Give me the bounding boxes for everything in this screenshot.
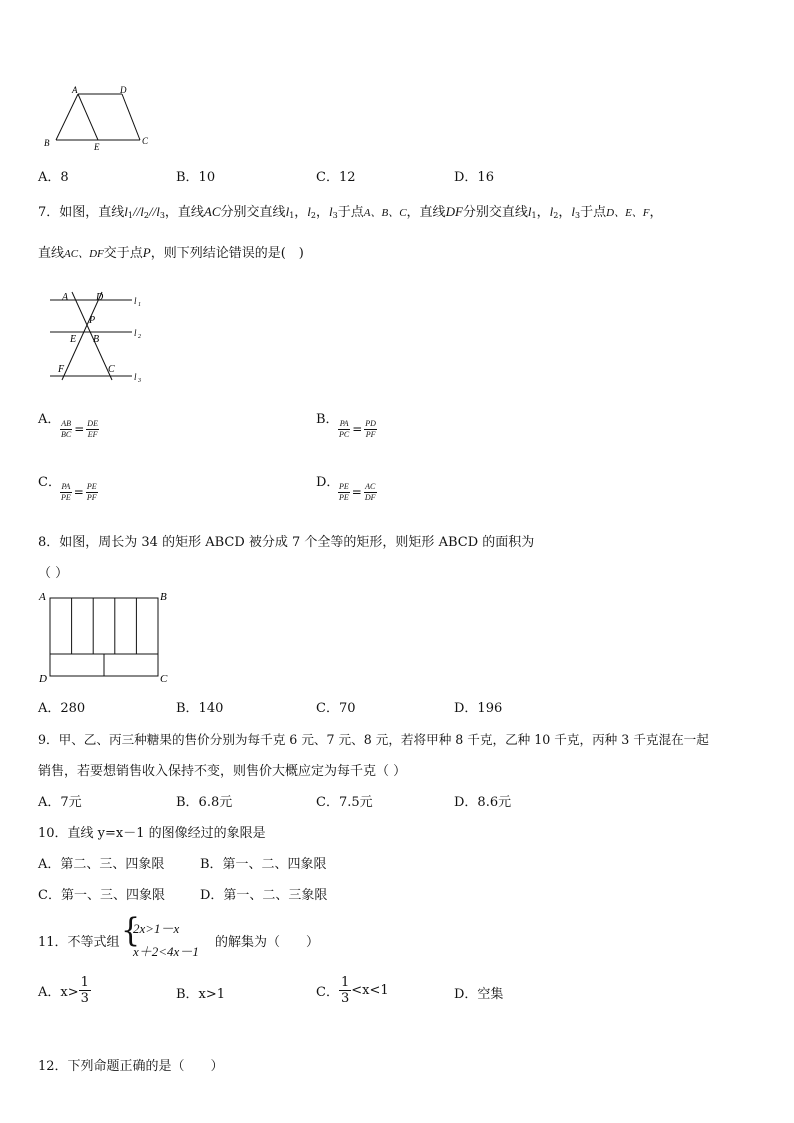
q8-option-c: C．70 [316,701,356,716]
q9-stem-line1: 9．甲、乙、丙三种糖果的售价分别为每千克 6 元、7 元、8 元，若将甲种 8 千克，乙种 10 千克，丙种 3 千克混在一起 [38,732,709,747]
label-l3: l [134,372,137,382]
label-C: C [160,673,168,685]
label-B: B [160,591,167,603]
figure-q8-rectangle [36,588,176,688]
label-l1: l [134,296,137,306]
label-C: C [142,136,149,146]
label-D: D [96,292,104,303]
label-B: B [93,334,100,345]
q9-option-c: C．7.5元 [316,795,373,810]
figure-q7-parallel-lines [40,288,150,388]
label-A: A [62,292,69,303]
q11-option-b: B．x>1 [176,987,226,1002]
q11-option-d: D．空集 [454,987,504,1002]
q11-option-c: C． $\frac{1}{3}$ <x<1 [316,975,389,1006]
q6-option-c: C．12 [316,170,356,185]
q8-stem-line2: （ ） [38,566,69,581]
q11-stem-prefix: 11．不等式组 [38,935,120,950]
q8-stem-line1: 8．如图，周长为 34 的矩形 ABCD 被分成 7 个全等的矩形，则矩形 ABCD 的面积为 [38,535,535,550]
label-D: D [120,85,127,95]
q10-option-a: A．第二、三、四象限 [38,857,165,872]
q6-option-b: B．10 [176,170,216,185]
q11-stem-suffix: 的解集为（ ） [215,935,320,950]
q10-option-c: C．第一、三、四象限 [38,888,165,903]
label-P: P [89,315,96,326]
q9-option-b: B．6.8元 [176,795,233,810]
q8-option-b: B．140 [176,701,224,716]
label-E: E [94,142,100,152]
label-D: D [39,673,47,685]
q12-stem: 12．下列命题正确的是（ ） [38,1059,224,1074]
q10-option-b: B．第一、二、四象限 [200,857,327,872]
label-l3-sub: 3 [138,378,141,384]
q11-option-a: A．x> $\frac{1}{3}$ [38,975,89,1006]
q7-stem-line2: 直线AC、DF交于点P，则下列结论错误的是( ) [38,245,304,261]
q7-option-b-formula: $\frac{PA}{PC}$ = $\frac{PD}{PF}$ [339,419,376,439]
q9-option-d: D．8.6元 [454,795,512,810]
q8-option-a: A．280 [38,701,86,716]
q7-option-a: A． [38,412,61,427]
label-A: A [72,85,78,95]
q7-option-c: C． [38,475,61,490]
q10-option-d: D．第一、二、三象限 [200,888,328,903]
q7-option-d: D． [316,475,340,490]
q7-option-b: B． [316,412,339,427]
label-B: B [44,138,50,148]
label-E: E [70,334,77,345]
label-C: C [108,364,115,375]
q11-system-row2: x＋2<4x－1 [133,944,199,959]
q8-option-d: D．196 [454,701,503,716]
label-l2-sub: 2 [138,334,141,340]
label-A: A [39,591,46,603]
q11-brace: { [121,911,141,950]
label-l1-sub: 1 [138,302,141,308]
label-l2: l [134,328,137,338]
q7-option-a-formula: $\frac{AB}{BC}$ = $\frac{DE}{EF}$ [61,419,98,439]
q9-stem-line2: 销售，若要想销售收入保持不变，则售价大概应定为每千克（ ） [38,764,407,779]
q10-stem: 10．直线 y=x－1 的图像经过的象限是 [38,826,266,841]
label-F: F [58,364,65,375]
figure-q6-trapezoid [40,84,160,154]
q7-stem-line1: 7．如图，直线$l_1//l_2//l_3$，直线AC分别交直线$l_1$，$l_2$，$l_3$于点A、B、C，直线DF分别交直线$l_1$，$l_2$，$l_3$于点D、E、F， [38,204,663,220]
q9-option-a: A．7元 [38,795,82,810]
q6-option-d: D．16 [454,170,494,185]
q7-option-c-formula: $\frac{PA}{PE}$ = $\frac{PE}{PF}$ [61,482,97,502]
q6-option-a: A．8 [38,170,69,185]
q11-system-row1: 2x>1－x [133,921,180,936]
q7-option-d-formula: $\frac{PE}{PE}$ = $\frac{AC}{DF}$ [339,482,376,502]
